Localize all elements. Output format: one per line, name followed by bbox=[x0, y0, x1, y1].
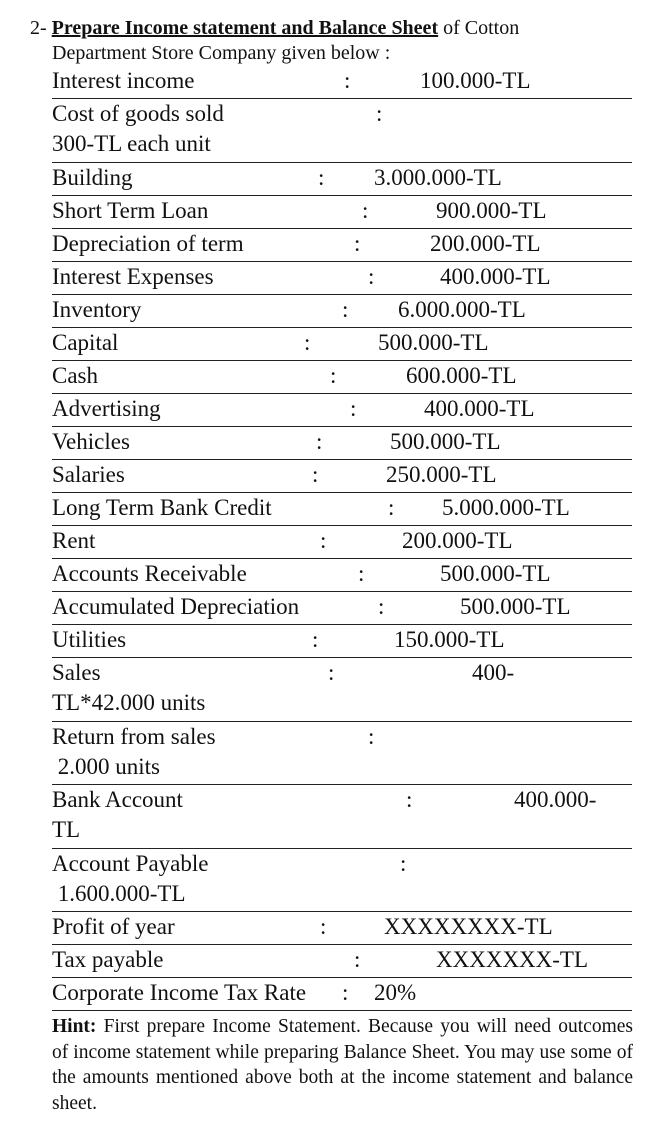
row-value: 900.000-TL bbox=[436, 198, 547, 223]
row-colon: : bbox=[328, 660, 335, 685]
account-row bbox=[52, 394, 632, 427]
row-label: Inventory bbox=[52, 297, 142, 322]
row-label: Sales bbox=[52, 660, 101, 685]
account-row bbox=[52, 196, 632, 229]
row-value: 200.000-TL bbox=[402, 528, 513, 553]
row-label: Short Term Loan bbox=[52, 198, 209, 223]
row-colon: : bbox=[368, 724, 375, 749]
row-value: 200.000-TL bbox=[430, 231, 541, 256]
row-label: Bank Account bbox=[52, 787, 183, 812]
row-label: Tax payable bbox=[52, 947, 164, 972]
row-label: Depreciation of term bbox=[52, 231, 244, 256]
account-row bbox=[52, 912, 632, 945]
row-colon: : bbox=[388, 495, 395, 520]
row-colon: : bbox=[350, 396, 357, 421]
row-label: Accounts Receivable bbox=[52, 561, 247, 586]
row-colon: : bbox=[376, 101, 383, 126]
row-value: 3.000.000-TL bbox=[374, 165, 502, 190]
row-label: Account Payable bbox=[52, 851, 209, 876]
account-row bbox=[52, 526, 632, 559]
row-label: Cost of goods sold bbox=[52, 101, 224, 126]
hint-text: First prepare Income Statement. Because you will need outcomes of income statement while preparing Balance Sheet. You may use some of the amounts mentioned above both at the income statement and balance sheet. bbox=[52, 1016, 634, 1114]
row-label: Interest income bbox=[52, 68, 195, 93]
account-row bbox=[52, 978, 632, 1011]
row-colon: : bbox=[342, 980, 349, 1005]
row-colon: : bbox=[344, 68, 351, 93]
row-value: 400.000-TL bbox=[440, 264, 551, 289]
row-colon: : bbox=[378, 594, 385, 619]
account-row bbox=[52, 229, 632, 262]
row-value: 100.000-TL bbox=[420, 68, 531, 93]
row-label: Cash bbox=[52, 363, 98, 388]
row-value: XXXXXXXX-TL bbox=[384, 914, 553, 939]
row-colon: : bbox=[318, 165, 325, 190]
account-row bbox=[52, 592, 632, 625]
account-row bbox=[52, 493, 632, 526]
hint-paragraph bbox=[52, 1014, 633, 1116]
row-colon: : bbox=[312, 462, 319, 487]
row-label-continued: 1.600.000-TL bbox=[52, 881, 186, 906]
account-row bbox=[52, 460, 632, 493]
row-label-continued: TL*42.000 units bbox=[52, 690, 206, 715]
row-colon: : bbox=[406, 787, 413, 812]
account-row bbox=[52, 328, 632, 361]
question-subtitle: Department Store Company given below : bbox=[52, 42, 391, 64]
account-row bbox=[52, 163, 632, 196]
account-row bbox=[52, 559, 632, 592]
account-row bbox=[52, 295, 632, 328]
row-label: Accumulated Depreciation bbox=[52, 594, 300, 619]
account-row bbox=[52, 427, 632, 460]
row-label: Building bbox=[52, 165, 133, 190]
row-colon: : bbox=[342, 297, 349, 322]
row-colon: : bbox=[354, 947, 361, 972]
account-row bbox=[52, 849, 632, 912]
row-label: Long Term Bank Credit bbox=[52, 495, 272, 520]
row-value: 5.000.000-TL bbox=[442, 495, 570, 520]
row-value: XXXXXXX-TL bbox=[436, 947, 589, 972]
row-value: 6.000.000-TL bbox=[398, 297, 526, 322]
row-value: 150.000-TL bbox=[394, 627, 505, 652]
row-colon: : bbox=[304, 330, 311, 355]
row-label-continued: TL bbox=[52, 817, 81, 842]
account-row bbox=[52, 658, 632, 722]
row-label: Rent bbox=[52, 528, 96, 553]
row-value: 600.000-TL bbox=[406, 363, 517, 388]
row-label: Capital bbox=[52, 330, 119, 355]
row-value: 400.000-TL bbox=[424, 396, 535, 421]
question-title-rest: of Cotton bbox=[443, 17, 520, 39]
row-label: Profit of year bbox=[52, 914, 175, 939]
row-label: Interest Expenses bbox=[52, 264, 214, 289]
row-label-continued: 2.000 units bbox=[52, 754, 160, 779]
account-row bbox=[52, 625, 632, 658]
account-row bbox=[52, 99, 632, 163]
row-colon: : bbox=[358, 561, 365, 586]
row-value: 20% bbox=[374, 980, 417, 1005]
row-colon: : bbox=[330, 363, 337, 388]
row-colon: : bbox=[320, 528, 327, 553]
row-label: Salaries bbox=[52, 462, 125, 487]
account-row bbox=[52, 785, 632, 849]
hint-label: Hint: bbox=[52, 1016, 97, 1037]
question-number: 2- bbox=[30, 17, 47, 39]
row-colon: : bbox=[400, 851, 407, 876]
account-row bbox=[52, 361, 632, 394]
row-label-continued: 300-TL each unit bbox=[52, 131, 211, 156]
row-label: Advertising bbox=[52, 396, 161, 421]
row-label: Return from sales bbox=[52, 724, 216, 749]
row-value: 500.000-TL bbox=[378, 330, 489, 355]
row-value: 250.000-TL bbox=[386, 462, 497, 487]
row-value: 500.000-TL bbox=[390, 429, 501, 454]
account-row bbox=[52, 722, 632, 785]
row-value: 500.000-TL bbox=[460, 594, 571, 619]
account-table bbox=[52, 66, 632, 1011]
row-value: 400- bbox=[472, 660, 515, 685]
row-colon: : bbox=[316, 429, 323, 454]
row-value: 500.000-TL bbox=[440, 561, 551, 586]
account-row bbox=[52, 66, 632, 99]
row-value: 400.000- bbox=[514, 787, 597, 812]
row-label: Utilities bbox=[52, 627, 127, 652]
row-label: Corporate Income Tax Rate bbox=[52, 980, 307, 1005]
row-colon: : bbox=[354, 231, 361, 256]
row-colon: : bbox=[312, 627, 319, 652]
account-row bbox=[52, 262, 632, 295]
row-colon: : bbox=[368, 264, 375, 289]
question-title: Prepare Income statement and Balance Sheet bbox=[51, 17, 439, 39]
question-heading bbox=[30, 17, 519, 40]
account-row bbox=[52, 945, 632, 978]
row-colon: : bbox=[320, 914, 327, 939]
row-colon: : bbox=[362, 198, 369, 223]
row-label: Vehicles bbox=[52, 429, 130, 454]
